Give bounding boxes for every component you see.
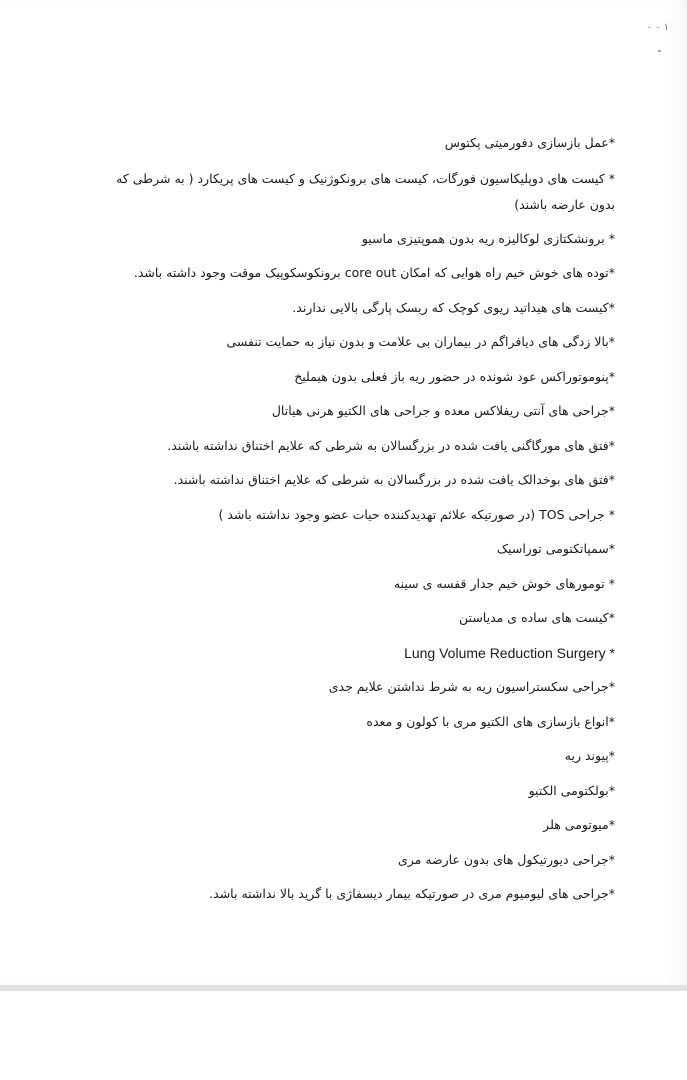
list-item: *جراحی دیورتیکول های بدون عارضه مری [397, 851, 615, 867]
list-item: *بالا زدگی های دیافراگم در بیماران بی علامت و بدون نیاز به حمایت تنفسی [226, 334, 615, 349]
list-item: *فتق های بوخدالک یافت شده در بزرگسالان به شرطی که علایم اختناق نداشته باشند. [173, 472, 615, 487]
list-item: *توده های خوش خیم راه هوایی که امکان core out برونکوسکوپیک موقت وجود داشته باشد. [133, 265, 615, 280]
procedure-list [95, 126, 615, 912]
list-item: * جراحی TOS (در صورتیکه علائم تهدیدکننده حیات عضو وجود نداشته باشد ) [218, 506, 615, 522]
list-item: *بولکتومی الکتیو [528, 782, 615, 798]
list-item: *سمپاتکتومی توراسیک [496, 541, 615, 556]
list-item: *جراحی سکستراسیون ریه به شرط نداشتن علایم جدی [328, 679, 615, 694]
list-item: *فتق های مورگاگنی یافت شده در بزرگسالان به شرطی که علایم اختناق نداشته باشند. [167, 437, 615, 453]
scan-artifact [658, 50, 661, 52]
list-item: * برونشکتازی لوکالیزه ریه بدون هموپتیزی ماسیو [361, 230, 615, 246]
list-item: * کیست های دوپلیکاسیون فورگات، کیست های برونکوژنیک و کیست های پریکارد ( به شرطی که بدون عارضه باشند) [116, 170, 615, 212]
list-item: *کیست های ساده ی مدیاستن [459, 610, 615, 625]
list-item: *کیست های هیداتید ریوی کوچک که ریسک پارگی بالایی ندارند. [292, 299, 615, 315]
list-item: *پنوموتوراکس عود شونده در حضور ریه باز فعلی بدون هیملیخ [294, 368, 615, 384]
list-item: *پیوند ریه [564, 748, 615, 763]
list-item: * Lung Volume Reduction Surgery [404, 644, 615, 661]
list-item: *میوتومی هلر [543, 817, 615, 832]
list-item: *جراحی های آنتی ریفلاکس معده و جراحی های الکتیو هرنی هیاتال [271, 403, 615, 418]
list-item: * تومورهای خوش خیم جدار قفسه ی سینه [393, 575, 615, 591]
list-item: *عمل بازسازی دفورمیتی پکتوس [444, 135, 615, 150]
page-number-mark: ۰ ۰ ۱ [646, 22, 669, 33]
list-item: *جراحی های لیومیوم مری در صورتیکه بیمار دیسفاژی با گرید بالا نداشته باشد. [209, 886, 615, 901]
list-item: *انواع بازسازی های الکتیو مری با کولون و معده [366, 713, 615, 729]
blank-bottom-area [0, 991, 687, 1080]
